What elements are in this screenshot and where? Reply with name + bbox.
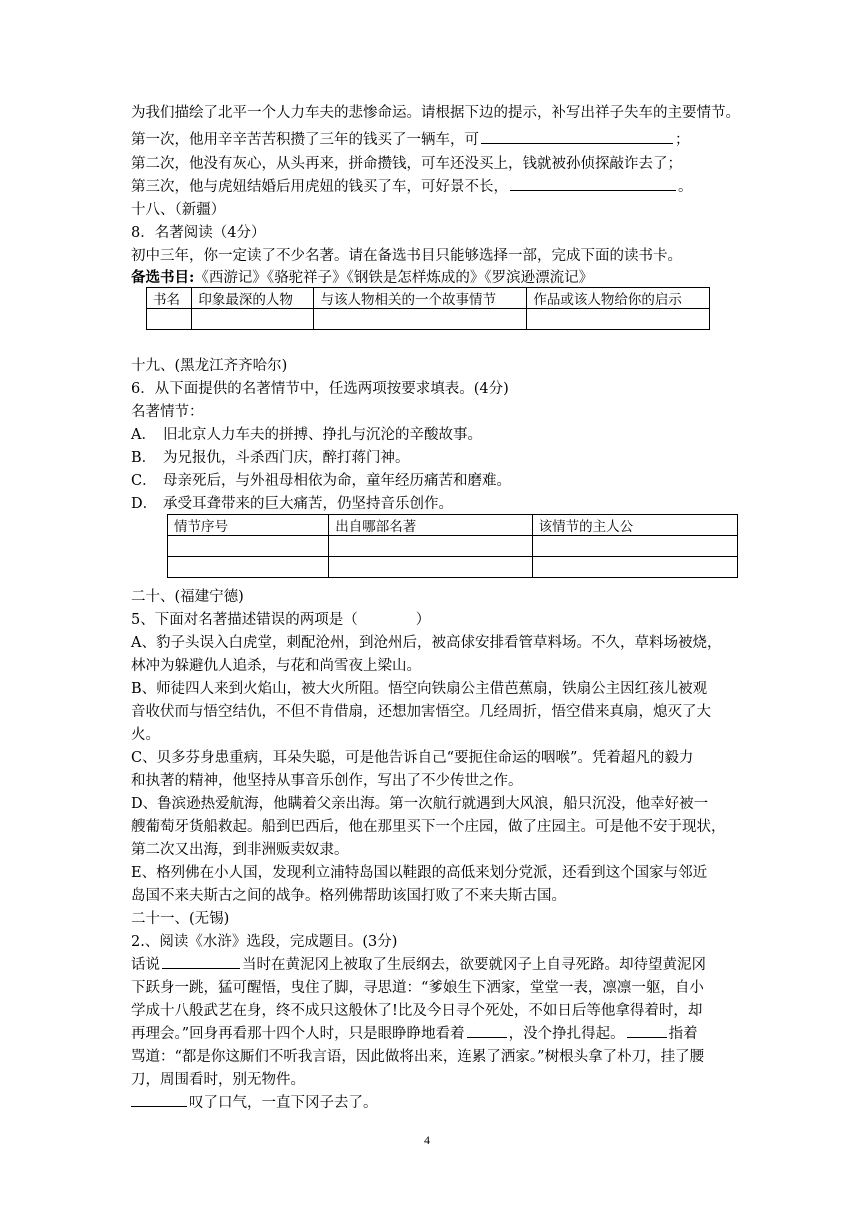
table-answer-cell[interactable] [192,309,314,330]
option-d-text: 承受耳聋带来的巨大痛苦，仍坚持音乐创作。 [163,496,453,512]
option-d-letter: D． [131,496,158,512]
first-loss-line [131,129,690,151]
option-c-text: 母亲死后，与外祖母相依为命，童年经历痛苦和磨难。 [163,473,511,489]
table-answer-cell[interactable] [329,536,532,557]
section-19-question: 6．从下面提供的名著情节中，任选两项按要求填表。(4分) [131,381,509,397]
table-answer-cell[interactable] [329,557,532,578]
third-loss-text: 第三次，他与虎妞结婚后用虎妞的钱买了车，可好景不长， [131,179,508,195]
passage-text: 叹了口气，一直下冈子去了。 [189,1095,378,1111]
passage-text: ，没个挣扎得起。 [508,1026,625,1042]
section-20-line: 岛国不来夫斯古之间的战争。格列佛帮助该国打败了不来夫斯古国。 [131,888,566,904]
passage-line [131,954,706,976]
answer-blank[interactable] [627,1023,667,1038]
section-20-heading: 二十、(福建宁德) [131,589,244,605]
table-row [168,536,738,557]
passage-line: 下跃身一跳，猛可醒悟，曳住了脚，寻思道：“爹娘生下洒家，堂堂一表，凛凛一躯，自小 [131,980,704,996]
passage-line: 刀，周围看时，别无物件。 [131,1072,305,1088]
section-20-line: 第二次又出海，到非洲贩卖奴隶。 [131,842,349,858]
passage-line: 骂道：“都是你这厮们不听我言语，因此做将出来，连累了洒家。”树根头拿了朴刀，挂了腰 [131,1049,705,1065]
third-loss-line [131,176,693,198]
table-answer-cell[interactable] [314,309,527,330]
section-18-heading: 十八、（新疆） [131,202,226,218]
option-c-letter: C． [131,473,157,489]
section-20-line: A、豹子头误入白虎堂，刺配沧州，到沧州后，被高俅安排看管草料场。不久，草料场被烧， [131,635,722,651]
table-header-cell: 出自哪部名著 [329,515,532,536]
answer-blank[interactable] [510,176,676,191]
books-list: 《西游记》《骆驼祥子》《钢铁是怎样炼成的》《罗滨逊漂流记》 [194,270,594,286]
books-label: 备选书目: [131,269,195,286]
table-header-cell: 该情节的主人公 [532,515,737,536]
section-20-line: B、师徒四人来到火焰山，被大火所阻。悟空向铁扇公主借芭蕉扇，铁扇公主因红孩儿被观 [131,681,708,697]
passage-text: 再理会。”回身再看那十四个人时，只是眼睁睁地看着 [131,1026,465,1042]
table-answer-cell[interactable] [168,557,329,578]
section-21-question: 2.、阅读《水浒》选段，完成题目。(3分) [131,934,398,950]
table-answer-cell[interactable] [532,557,737,578]
option-a-letter: A． [131,427,156,443]
table-header-cell: 书名 [147,288,192,309]
table-header-cell: 作品或该人物给你的启示 [527,288,710,309]
section-18-question: 8．名著阅读（4分） [131,225,266,241]
option-b-text: 为兄报仇，斗杀西门庆，醉打蒋门神。 [163,450,410,466]
table-header-cell: 印象最深的人物 [192,288,314,309]
section-19-heading: 十九、(黑龙江齐齐哈尔) [131,358,288,374]
section-18-desc: 初中三年，你一定读了不少名著。请在备选书目只能够选择一部，完成下面的读书卡。 [131,248,682,264]
section-20-line: 火。 [131,727,160,743]
table-answer-cell[interactable] [527,309,710,330]
answer-blank[interactable] [131,1092,187,1107]
section-20-line: C、贝多芬身患重病，耳朵失聪，可是他告诉自己“要扼住命运的咽喉”。凭着超凡的毅力 [131,750,694,766]
option-a-text: 旧北京人力车夫的拼搏、挣扎与沉沦的辛酸故事。 [163,427,482,443]
third-loss-end: 。 [678,179,693,195]
section-20-line: D、鲁滨逊热爱航海，他瞒着父亲出海。第一次航行就遇到大风浪，船只沉没，他幸好被一 [131,796,709,812]
section-20-line: 和执著的精神，他坚持从事音乐创作，写出了不少传世之作。 [131,773,523,789]
reading-card-table [146,287,710,330]
answer-blank[interactable] [481,129,673,144]
table-answer-cell[interactable] [168,536,329,557]
section-20-line: 艘葡萄牙货船救起。船到巴西后，他在那里买下一个庄园，做了庄园主。可是他不安于现状， [131,819,726,835]
answer-blank[interactable] [162,954,240,969]
answer-blank[interactable] [467,1023,507,1038]
section-20-line: E、格列佛在小人国，发现利立浦特岛国以鞋跟的高低来划分党派，还看到这个国家与邻近 [131,865,708,881]
table-answer-cell[interactable] [147,309,192,330]
passage-line [131,1023,698,1045]
table-row [168,515,738,536]
passage-line: 学成十八般武艺在身，终不成只这般休了!比及今日寻个死处，不如日后等他拿得着时，却 [131,1003,703,1019]
intro-line: 为我们描绘了北平一个人力车夫的悲惨命运。请根据下边的提示，补写出祥子失车的主要情节。 [131,105,740,121]
table-row [147,309,710,330]
passage-text: 指着 [668,1026,698,1042]
section-19-label: 名著情节： [131,404,204,420]
option-b-letter: B． [131,450,157,466]
table-row [168,557,738,578]
passage-text: 当时在黄泥冈上被取了生辰纲去，欲要就冈子上自寻死路。却待望黄泥冈 [242,957,706,973]
second-loss-line: 第二次，他没有灰心，从头再来，拼命攒钱，可车还没买上，钱就被孙侦探敲诈去了； [131,156,682,172]
section-20-line: 音收伏而与悟空结仇，不但不肯借扇，还想加害悟空。几经周折，悟空借来真扇，熄灭了大 [131,704,711,720]
table-row [147,288,710,309]
section-18-books [131,267,593,289]
passage-line [131,1092,378,1114]
section-20-question: 5、下面对名著描述错误的两项是（ ） [131,612,431,628]
first-loss-end: ； [675,132,690,148]
table-header-cell: 与该人物相关的一个故事情节 [314,288,527,309]
section-20-line: 林冲为躲避仇人追杀，与花和尚雪夜上梁山。 [131,658,421,674]
table-answer-cell[interactable] [532,536,737,557]
first-loss-text: 第一次，他用辛辛苦苦积攒了三年的钱买了一辆车，可 [131,132,479,148]
page-number: 4 [424,1133,430,1147]
plot-table [167,514,738,578]
section-21-heading: 二十一、(无锡) [131,911,230,927]
table-header-cell: 情节序号 [168,515,329,536]
passage-text: 话说 [131,957,160,973]
